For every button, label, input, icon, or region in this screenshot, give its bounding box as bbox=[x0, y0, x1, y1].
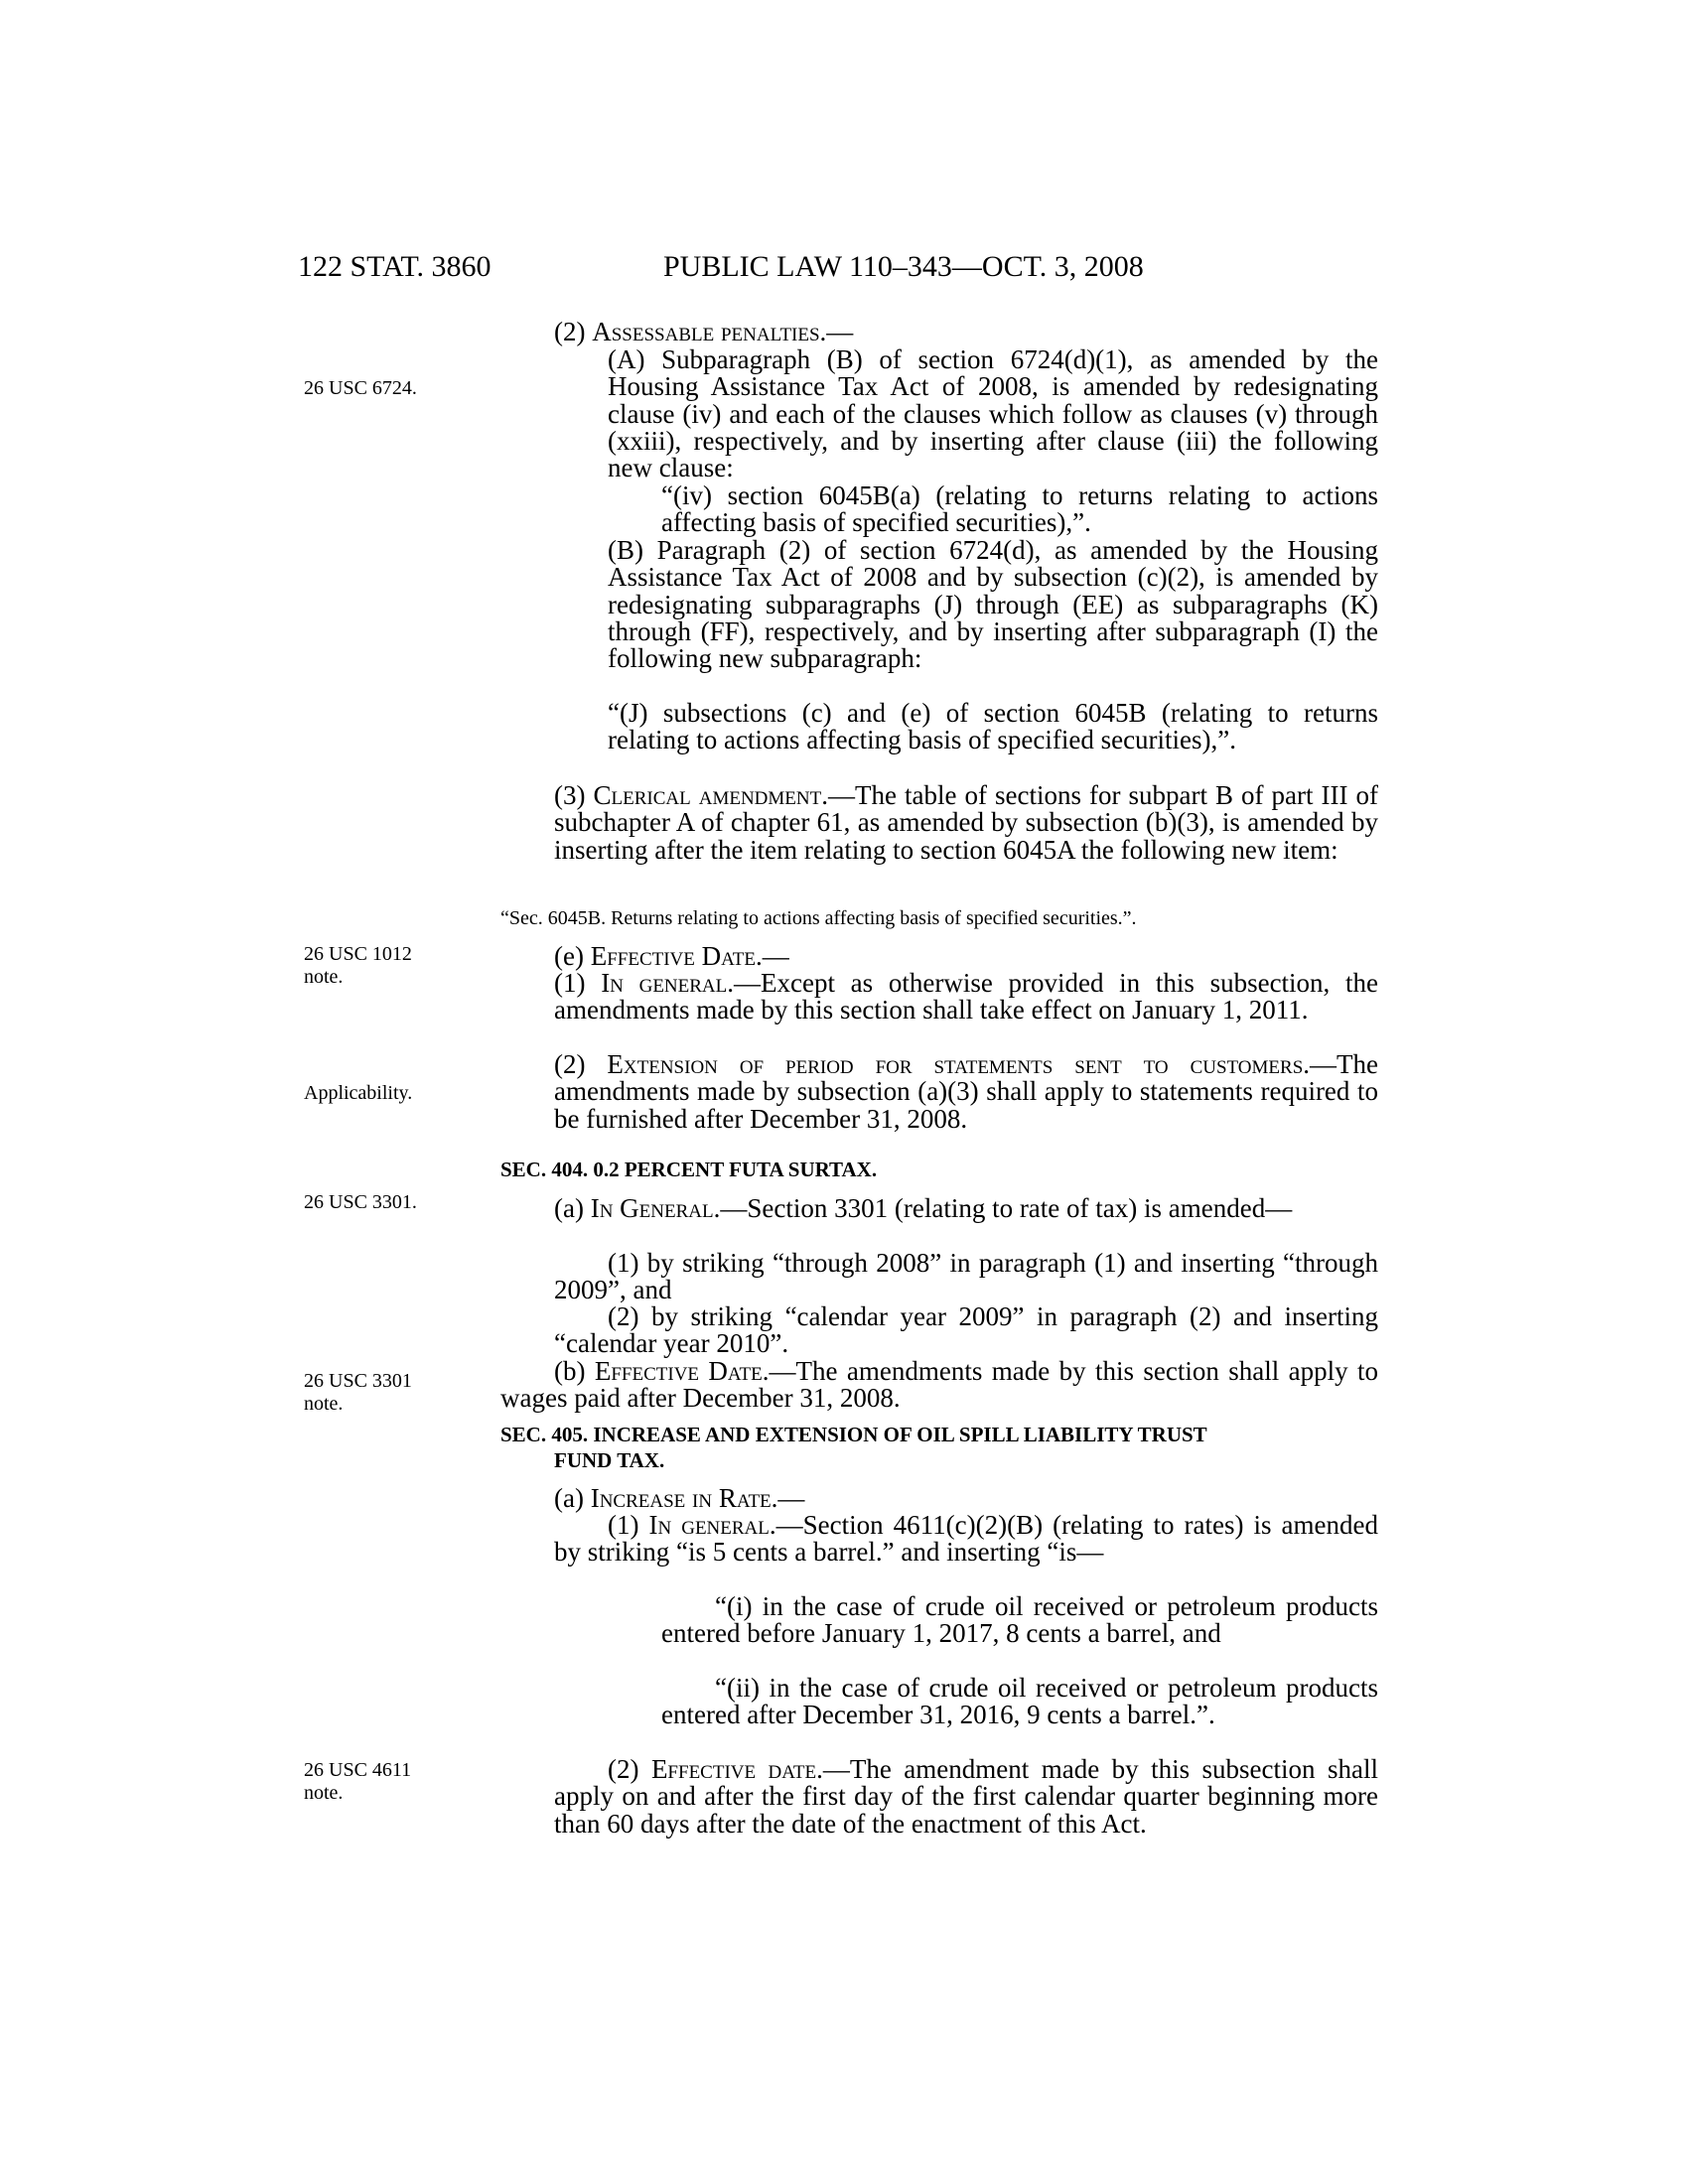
subsection-404b: (b) Effective Date.—The amendments made by this section shall apply to wages paid after December 31, 2008. bbox=[500, 1356, 1378, 1414]
toc-item: “Sec. 6045B. Returns relating to actions affecting basis of specified securities.”. bbox=[500, 907, 1137, 929]
margin-note bbox=[304, 1759, 411, 1805]
margin-note-line: note. bbox=[304, 966, 344, 988]
paragraph-404a1: (1) by striking “through 2008” in paragraph (1) and inserting “through 2009”, and bbox=[554, 1248, 1378, 1305]
margin-note: 26 USC 3301. bbox=[304, 1191, 417, 1213]
paragraph-405a1: (1) In general.—Section 4611(c)(2)(B) (relating to rates) is amended by striking “is 5 cents a barrel.” and inserting “is— bbox=[554, 1510, 1379, 1568]
section-heading-405 bbox=[500, 1422, 1374, 1473]
margin-note: 26 USC 6724. bbox=[304, 377, 417, 399]
paragraph-clerical-amendment: (3) Clerical amendment.—The table of sections for subpart B of part III of subchapter A of chapter 61, as amended by subsection (b)(3), is amended by inserting after the item relating to section 6045A the following new item: bbox=[554, 780, 1378, 865]
subparagraph-A-block bbox=[608, 346, 1378, 481]
margin-note-line: note. bbox=[304, 1782, 344, 1804]
section-heading-line: SEC. 405. INCREASE AND EXTENSION OF OIL SPILL LIABILITY TRUST bbox=[500, 1423, 1207, 1446]
subsection-e-heading: (e) Effective Date.— bbox=[554, 941, 789, 971]
subsection-405a-heading: (a) Increase in Rate.— bbox=[554, 1483, 805, 1513]
margin-note bbox=[304, 1370, 412, 1416]
margin-note-line: 26 USC 1012 bbox=[304, 943, 412, 965]
subparagraph-A-text: (A) Subparagraph (B) of section 6724(d)(1), as amended by the Housing Assistance Tax Act of 2008, is amended by redesignating clause (iv) and each of the clauses which follow as clauses (v) through (xxiii), respectively, and by inserting after clause (iii) the following new clause: bbox=[608, 344, 1378, 483]
page-title: PUBLIC LAW 110–343—OCT. 3, 2008 bbox=[663, 250, 1144, 283]
paragraph-e1: (1) In general.—Except as otherwise provided in this subsection, the amendments made by this section shall take effect on January 1, 2011. bbox=[554, 968, 1378, 1025]
subparagraph-J: “(J) subsections (c) and (e) of section 6045B (relating to returns relating to actions affecting basis of specified securities),”. bbox=[608, 698, 1378, 755]
paragraph-404a2: (2) by striking “calendar year 2009” in paragraph (2) and inserting “calendar year 2010”. bbox=[554, 1301, 1378, 1359]
paragraph-e2: (2) Extension of period for statements sent to customers.—The amendments made by subsection (a)(3) shall apply to statements required to be furnished after December 31, 2008. bbox=[554, 1049, 1378, 1134]
paragraph-405a2: (2) Effective date.—The amendment made by this subsection shall apply on and after the first day of the first calendar quarter beginning more than 60 days after the date of the enactment of this Act. bbox=[554, 1754, 1378, 1839]
margin-note: Applicability. bbox=[304, 1082, 413, 1104]
section-heading-404: SEC. 404. 0.2 PERCENT FUTA SURTAX. bbox=[500, 1158, 878, 1181]
stat-citation: 122 STAT. 3860 bbox=[298, 250, 492, 283]
margin-note-line: note. bbox=[304, 1393, 344, 1415]
subparagraph-B: (B) Paragraph (2) of section 6724(d), as amended by the Housing Assistance Tax Act of 2008 and by subsection (c)(2), is amended by redesignating subparagraphs (J) through (EE) as subparagraphs (K) through (FF), respectively, and by inserting after subparagraph (I) the following new subparagraph: bbox=[608, 535, 1378, 674]
paragraph-heading: (2) Assessable penalties.— bbox=[554, 317, 854, 346]
clause-i: “(i) in the case of crude oil received or petroleum products entered before January 1, 2017, 8 cents a barrel, and bbox=[661, 1591, 1378, 1649]
margin-note bbox=[304, 943, 412, 989]
margin-note-line: 26 USC 4611 bbox=[304, 1759, 412, 1781]
clause-ii: “(ii) in the case of crude oil received or petroleum products entered after December 31, 2016, 9 cents a barrel.”. bbox=[661, 1673, 1378, 1730]
subsection-404a: (a) In General.—Section 3301 (relating to rate of tax) is amended— bbox=[554, 1193, 1293, 1223]
clause-iv: “(iv) section 6045B(a) (relating to returns relating to actions affecting basis of specified securities),”. bbox=[661, 480, 1378, 538]
section-heading-line: FUND TAX. bbox=[554, 1448, 665, 1472]
margin-note-line: 26 USC 3301 bbox=[304, 1370, 412, 1392]
